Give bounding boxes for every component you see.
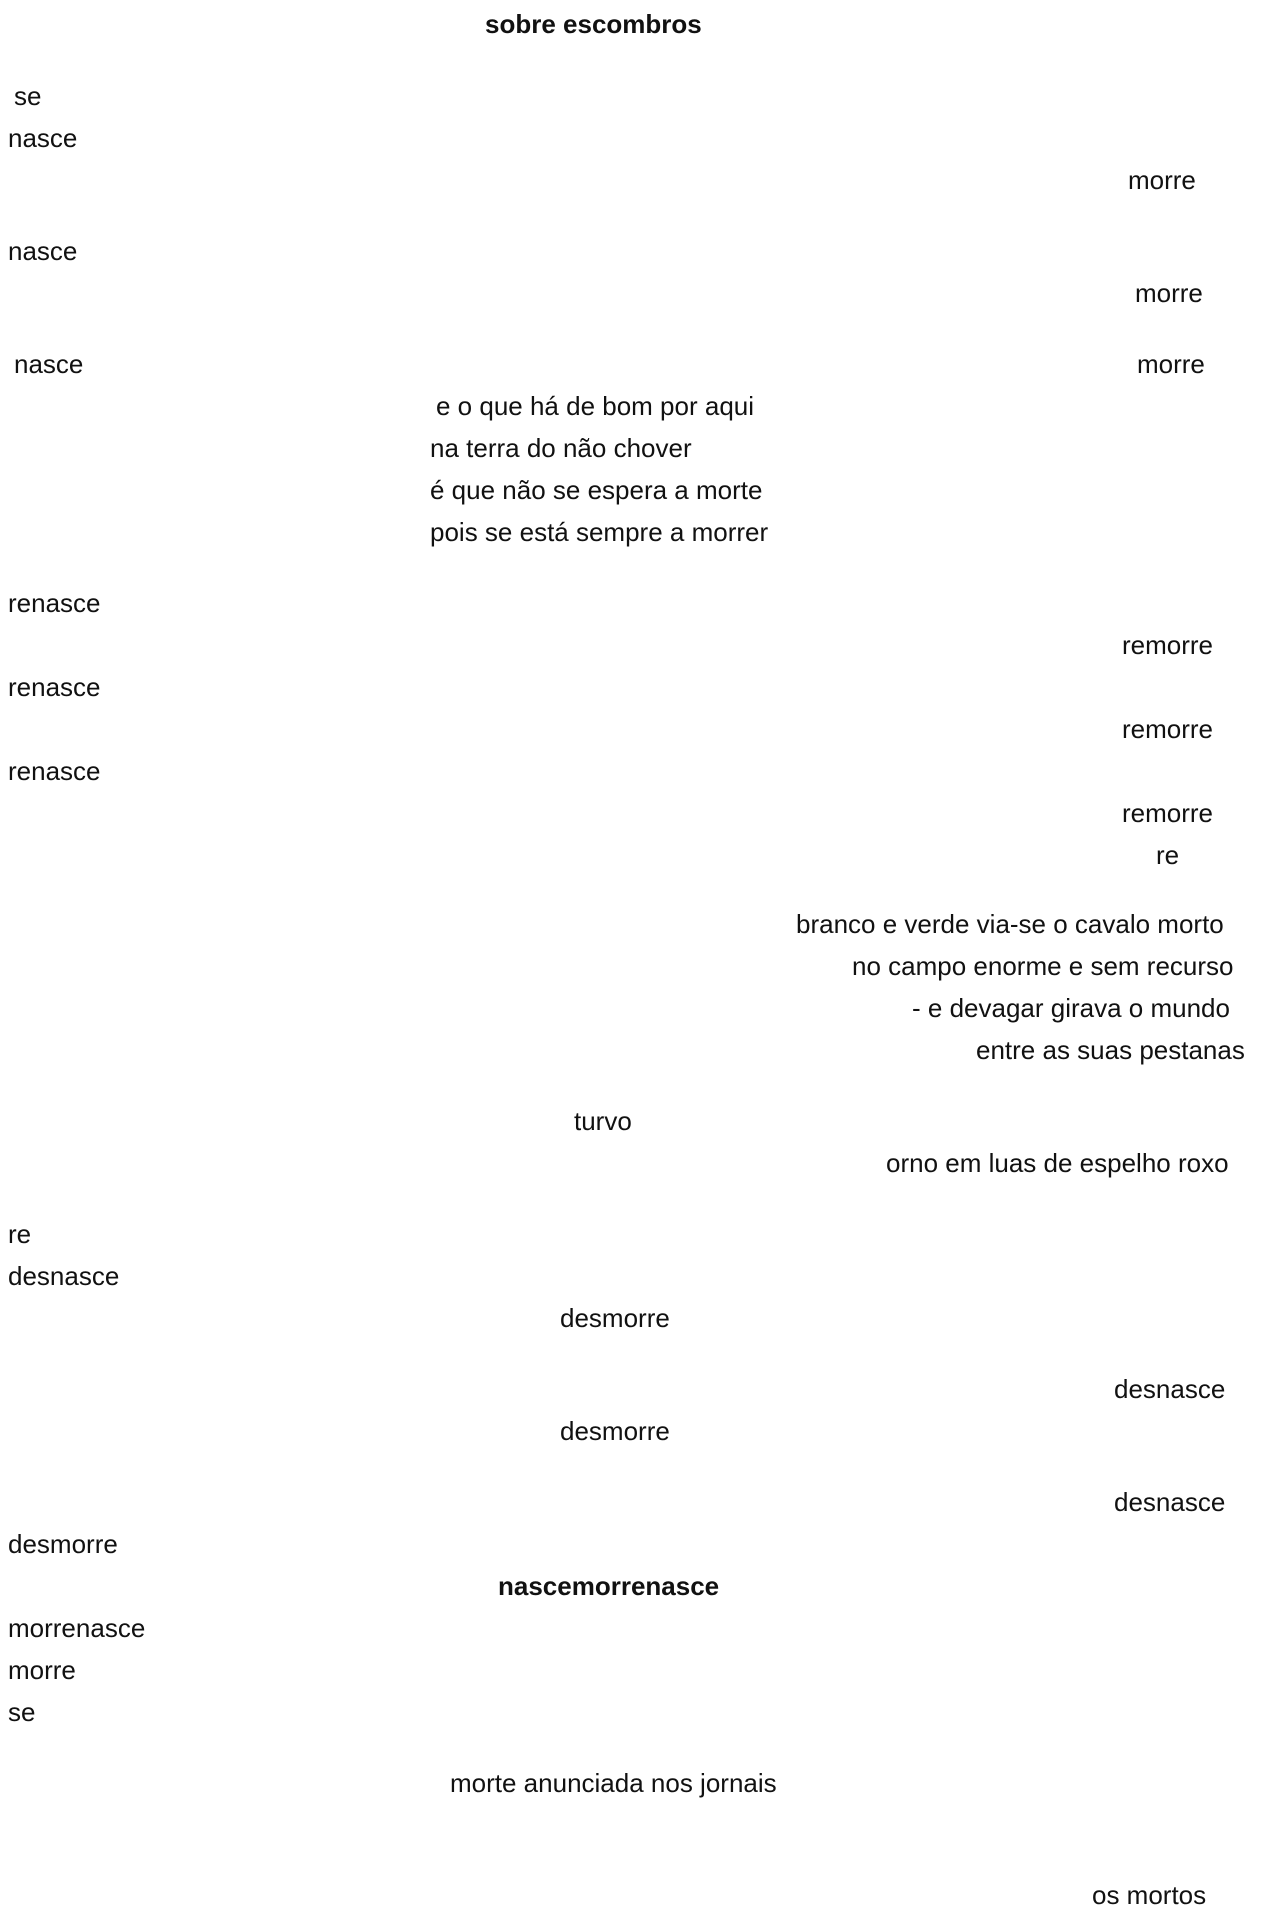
poem-line: desnasce [8,1261,120,1291]
poem-line: remorre [1122,798,1214,828]
poem-line: morre [1137,349,1205,379]
poem-line: remorre [1122,630,1214,660]
poem-line: renasce [8,672,101,702]
poem-line: se [8,1697,36,1727]
poem-line: os mortos [1092,1880,1207,1910]
poem-line: morre [1135,278,1203,308]
poem-line: turvo [574,1106,632,1136]
poem-line: morre [8,1655,76,1685]
poem-line: nasce [14,349,84,379]
poem-line: re [1156,840,1180,870]
poem-line: re [8,1219,32,1249]
poem-title: sobre escombros [485,9,702,39]
poem-line: nasce [8,123,78,153]
poem-line: branco e verde via-se o cavalo morto [796,909,1224,939]
poem-line: se [14,81,42,111]
poem-line: renasce [8,756,101,786]
poem-line: desnasce [1114,1374,1226,1404]
poem-line: e o que há de bom por aqui [436,391,755,421]
poem-line: no campo enorme e sem recurso [852,951,1234,981]
poem-line: desmorre [560,1303,670,1333]
poem-line: desnasce [1114,1487,1226,1517]
poem-line: remorre [1122,714,1214,744]
poem-line: morre [1128,165,1196,195]
poem-line: nasce [8,236,78,266]
poem-line: entre as suas pestanas [976,1035,1245,1065]
poem-line-bold: nascemorrenasce [498,1571,720,1601]
poem-line: desmorre [560,1416,670,1446]
poem-line: pois se está sempre a morrer [430,517,769,547]
poem-line: na terra do não chover [430,433,692,463]
poem-line: orno em luas de espelho roxo [886,1148,1229,1178]
poem-line: morte anunciada nos jornais [450,1768,777,1798]
poem-line: é que não se espera a morte [430,475,763,505]
poem-line: renasce [8,588,101,618]
poem-line: desmorre [8,1529,118,1559]
poem-line: - e devagar girava o mundo [912,993,1230,1023]
poem-line: morrenasce [8,1613,146,1643]
